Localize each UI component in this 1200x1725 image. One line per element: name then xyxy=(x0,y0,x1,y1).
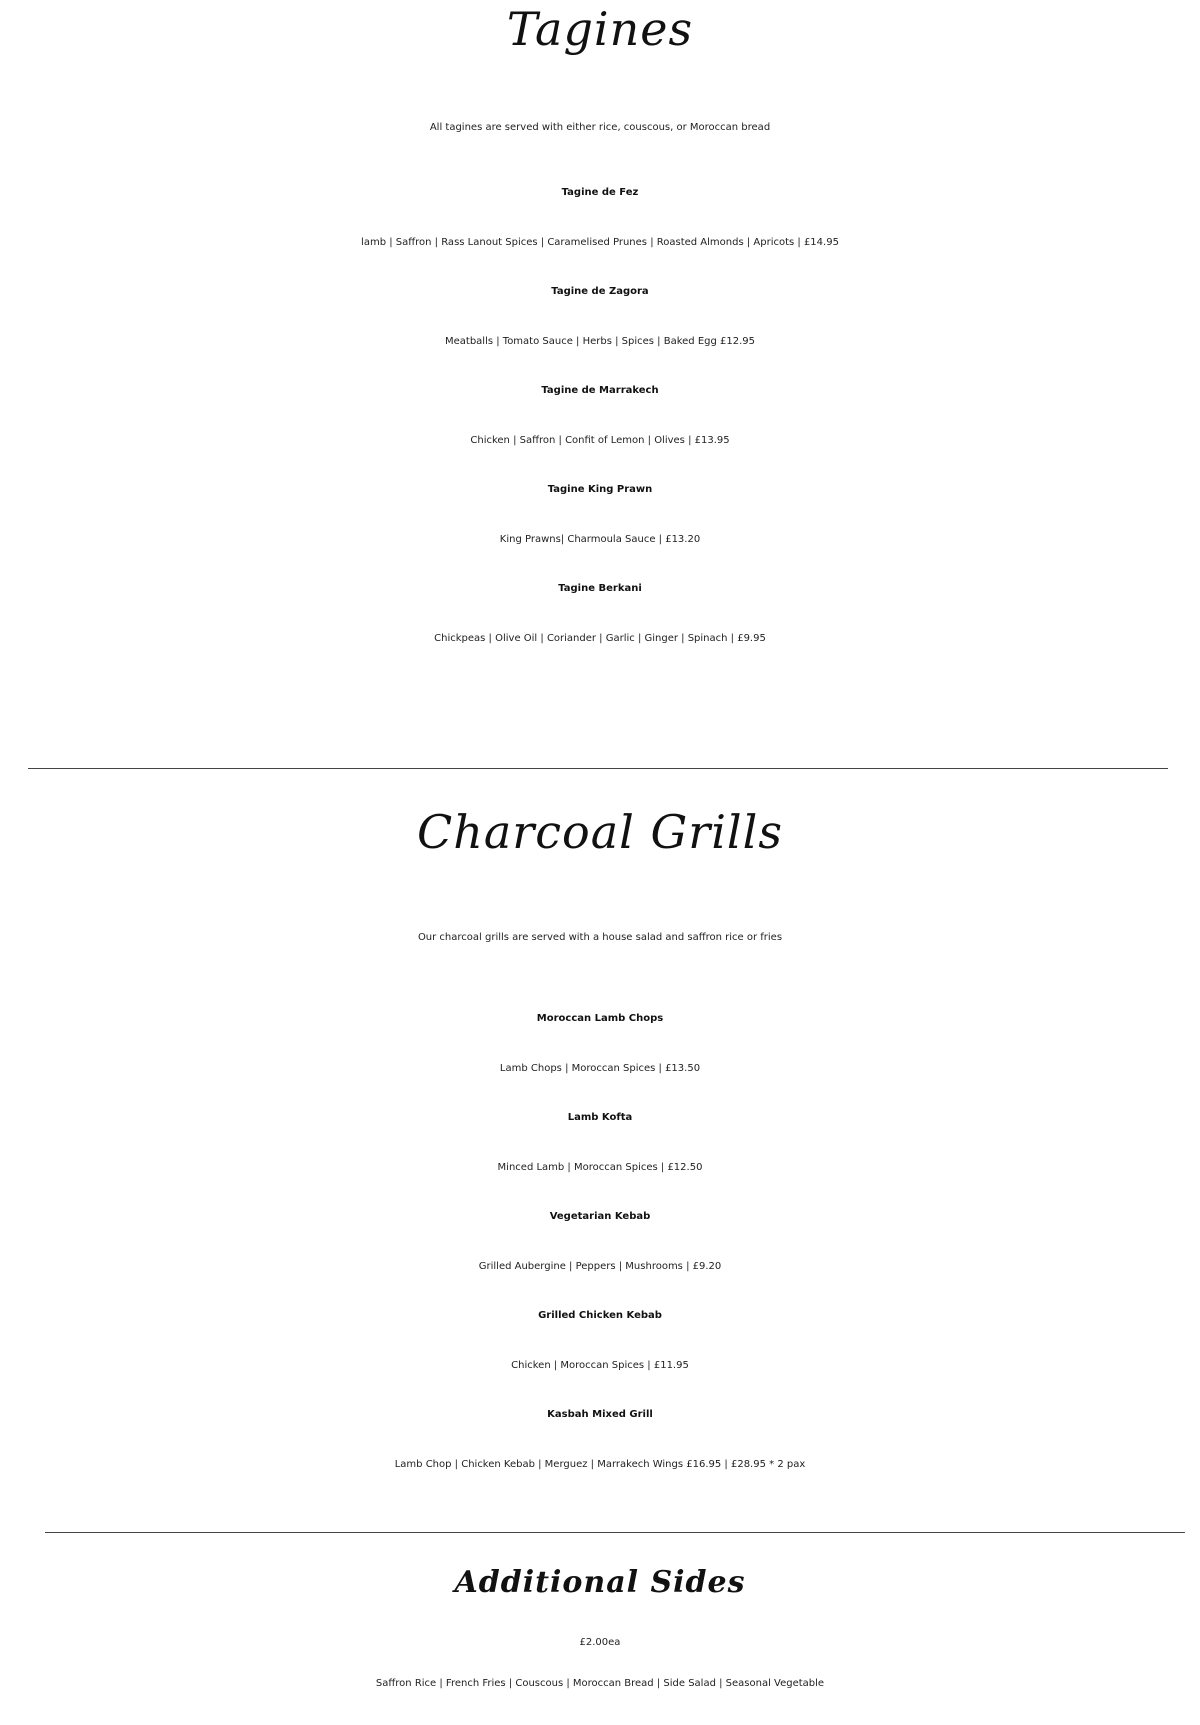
dish-name: Vegetarian Kebab xyxy=(549,1211,651,1222)
dish-name: Tagine de Fez xyxy=(561,187,639,198)
section-title-tagines: Tagines xyxy=(506,2,694,56)
dish-description: King Prawns| Charmoula Sauce | £13.20 xyxy=(499,534,701,545)
dish-description: lamb | Saffron | Rass Lanout Spices | Caramelised Prunes | Roasted Almonds | Apricots | £14.95 xyxy=(361,237,839,248)
dish-description: Chicken | Saffron | Confit of Lemon | Olives | £13.95 xyxy=(470,435,730,446)
dish-name: Kasbah Mixed Grill xyxy=(547,1409,653,1420)
dish-name: Lamb Kofta xyxy=(567,1112,633,1123)
sides-price: £2.00ea xyxy=(579,1637,621,1648)
dish-name: Grilled Chicken Kebab xyxy=(538,1310,662,1321)
section-title-charcoal-grills: Charcoal Grills xyxy=(417,805,783,859)
section-title-additional-sides: Additional Sides xyxy=(454,1565,746,1600)
sides-list: Saffron Rice | French Fries | Couscous | Moroccan Bread | Side Salad | Seasonal Vegetable xyxy=(375,1678,825,1689)
dish-description: Chicken | Moroccan Spices | £11.95 xyxy=(511,1360,689,1371)
dish-name: Tagine de Zagora xyxy=(551,286,649,297)
dish-name: Tagine King Prawn xyxy=(547,484,653,495)
section-intro-charcoal-grills: Our charcoal grills are served with a house salad and saffron rice or fries xyxy=(417,932,783,943)
dish-name: Moroccan Lamb Chops xyxy=(536,1013,664,1024)
section-divider xyxy=(28,768,1168,769)
dish-description: Lamb Chop | Chicken Kebab | Merguez | Marrakech Wings £16.95 | £28.95 * 2 pax xyxy=(394,1459,806,1470)
dish-description: Lamb Chops | Moroccan Spices | £13.50 xyxy=(499,1063,701,1074)
dish-name: Tagine de Marrakech xyxy=(541,385,659,396)
section-intro-tagines: All tagines are served with either rice, couscous, or Moroccan bread xyxy=(429,122,771,133)
dish-description: Chickpeas | Olive Oil | Coriander | Garlic | Ginger | Spinach | £9.95 xyxy=(434,633,766,644)
dish-description: Minced Lamb | Moroccan Spices | £12.50 xyxy=(497,1162,703,1173)
dish-description: Meatballs | Tomato Sauce | Herbs | Spices | Baked Egg £12.95 xyxy=(444,336,755,347)
section-divider xyxy=(45,1532,1185,1533)
dish-name: Tagine Berkani xyxy=(558,583,642,594)
dish-description: Grilled Aubergine | Peppers | Mushrooms | £9.20 xyxy=(478,1261,722,1272)
